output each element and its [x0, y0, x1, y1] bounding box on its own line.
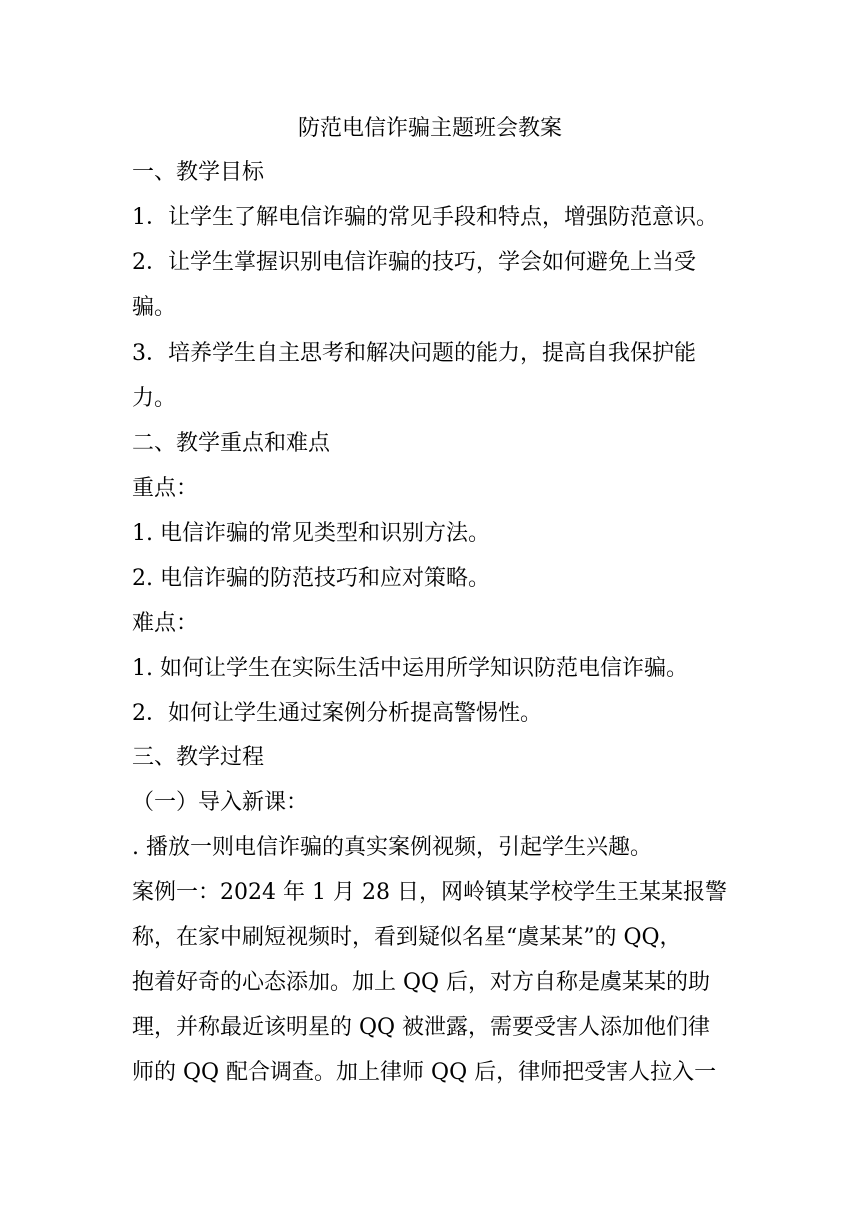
subheading-focus: 重点： — [132, 476, 199, 501]
paragraph-line: 2. 电信诈骗的防范技巧和应对策略。 — [132, 566, 490, 591]
paragraph-line: 案例一：2024 年 1 月 28 日，网岭镇某学校学生王某某报警 — [132, 880, 727, 905]
paragraph-line: 2．让学生掌握识别电信诈骗的技巧，学会如何避免上当受 — [132, 250, 696, 275]
section-heading-objectives: 一、教学目标 — [132, 160, 265, 185]
paragraph-line: 理，并称最近该明星的 QQ 被泄露，需要受害人添加他们律 — [132, 1015, 711, 1040]
paragraph-line: 骗。 — [132, 295, 177, 320]
paragraph-line: . 播放一则电信诈骗的真实案例视频，引起学生兴趣。 — [132, 835, 652, 860]
paragraph-line: 3．培养学生自主思考和解决问题的能力，提高自我保护能 — [132, 341, 696, 366]
paragraph-line: 1. 电信诈骗的常见类型和识别方法。 — [132, 521, 490, 546]
subheading-introduction: （一）导入新课： — [132, 790, 309, 815]
paragraph-line: 2．如何让学生通过案例分析提高警惕性。 — [132, 701, 542, 726]
paragraph-line: 抱着好奇的心态添加。加上 QQ 后，对方自称是虞某某的助 — [132, 970, 711, 995]
paragraph-line: 1．让学生了解电信诈骗的常见手段和特点，增强防范意识。 — [132, 205, 718, 230]
paragraph-line: 称，在家中刷短视频时，看到疑似名星“虞某某”的 QQ， — [132, 925, 682, 950]
section-heading-process: 三、教学过程 — [132, 745, 265, 770]
paragraph-line: 1. 如何让学生在实际生活中运用所学知识防范电信诈骗。 — [132, 656, 688, 681]
paragraph-line: 师的 QQ 配合调查。加上律师 QQ 后，律师把受害人拉入一 — [132, 1060, 717, 1085]
document-title: 防范电信诈骗主题班会教案 — [297, 116, 562, 141]
section-heading-key-points: 二、教学重点和难点 — [132, 431, 331, 456]
subheading-difficulty: 难点： — [132, 611, 199, 636]
paragraph-line: 力。 — [132, 386, 177, 411]
